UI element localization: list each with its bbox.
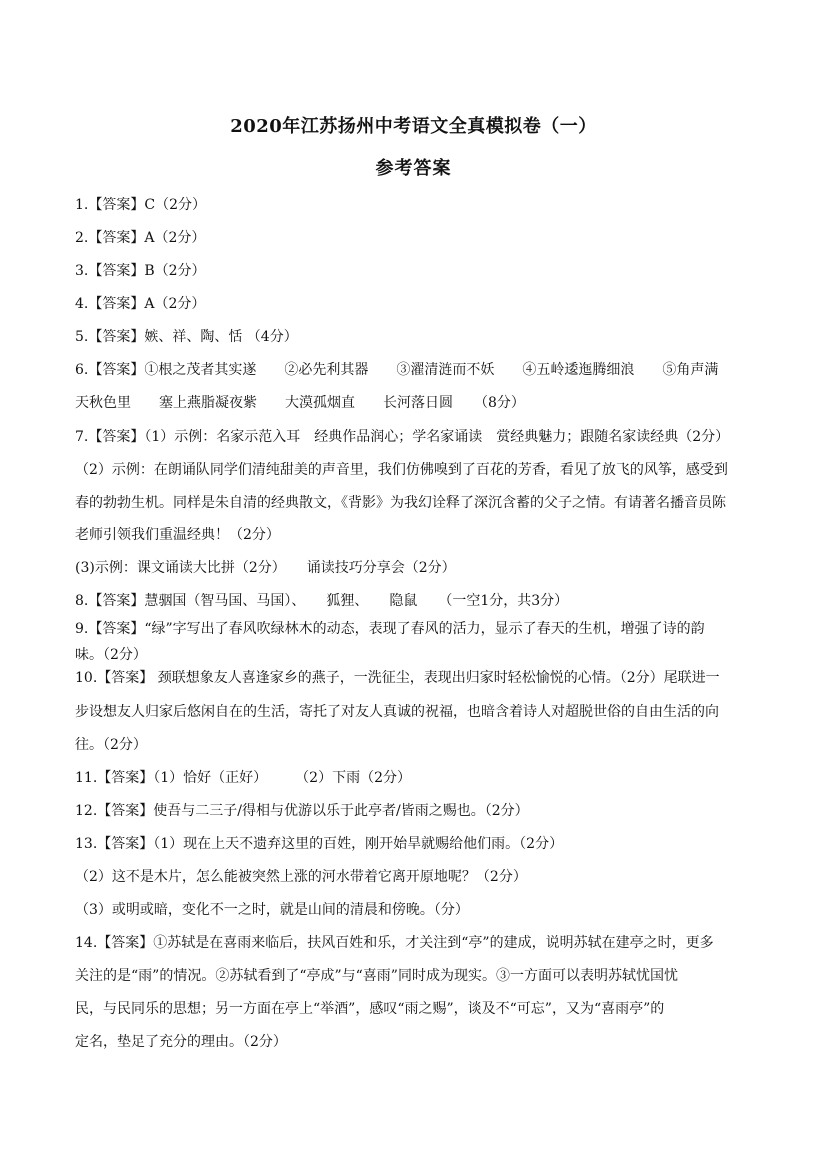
answer-line: 12.【答案】使吾与二三子/得相与优游以乐于此亭者/皆雨之赐也。（2分） <box>75 803 529 819</box>
answer-line: 关注的是“雨”的情况。②苏轼看到了“亭成”与“喜雨”同时成为现实。③一方面可以表明苏轼忧国忧 <box>75 968 678 984</box>
page-subtitle: 参考答案 <box>375 158 452 179</box>
answer-line: 定名，垫足了充分的理由。（2分） <box>75 1034 287 1050</box>
answer-line: 步设想友人归家后悠闲自在的生活，寄托了对友人真诚的祝福，也暗含着诗人对超脱世俗的自由生活的向 <box>75 704 719 720</box>
page-title: 2020年江苏扬州中考语文全真模拟卷（一） <box>230 116 597 137</box>
answer-line: （2）示例：在朗诵队同学们清纯甜美的声音里，我们仿佛嗅到了百花的芳香，看见了放飞的风筝，感受到 <box>75 462 728 478</box>
answer-line: 9.【答案】“绿”字写出了春风吹绿林木的动态，表现了春风的活力，显示了春天的生机，增强了诗的韵 <box>75 621 705 637</box>
answer-line: 11.【答案】（1）恰好（正好） （2）下雨（2分） <box>75 770 411 786</box>
answer-line: 春的勃勃生机。同样是朱自清的经典散文，《背影》为我幻诠释了深沉含蓄的父子之情。有请著名播音员陈 <box>75 495 726 511</box>
answer-line: 4.【答案】A（2分） <box>75 296 206 312</box>
answer-line: 6.【答案】①根之茂者其实遂 ②必先利其器 ③濯清涟而不妖 ④五岭逶迤腾细浪 ⑤角声满 <box>75 362 719 378</box>
answer-line: （2）这不是木片，怎么能被突然上涨的河水带着它离开原地呢？（2分） <box>75 869 527 885</box>
answer-line: 8.【答案】慧骃国（智马国、马国）、 狐狸、 隐鼠 （一空1分，共3分） <box>75 593 569 609</box>
answer-line: 7.【答案】（1）示例：名家示范入耳 经典作品润心；学名家诵读 赏经典魅力；跟随名家读经典（2分） <box>75 429 730 445</box>
answer-line: 3.【答案】B（2分） <box>75 263 206 279</box>
answer-line: 5.【答案】嫉、祥、陶、恬 （4分） <box>75 329 298 345</box>
answer-line: 往。（2分） <box>75 737 147 753</box>
answer-line: 味。（2分） <box>75 647 147 663</box>
answer-line: 1.【答案】C（2分） <box>75 197 206 213</box>
answer-line: 13.【答案】（1）现在上天不遗弃这里的百姓，刚开始旱就赐给他们雨。（2分） <box>75 836 564 852</box>
answer-line: （3）或明或暗，变化不一之时，就是山间的清晨和傍晚。（分） <box>75 902 469 918</box>
answer-line: 老师引领我们重温经典！（2分） <box>75 527 280 543</box>
answer-line: 2.【答案】A（2分） <box>75 230 206 246</box>
answer-line: 10.【答案】 颈联想象友人喜逢家乡的燕子，一洗征尘，表现出归家时轻松愉悦的心情。（2分）尾联进一 <box>75 670 720 686</box>
answer-line: 14.【答案】①苏轼是在喜雨来临后，扶风百姓和乐，才关注到“亭”的建成，说明苏轼在建亭之时，更多 <box>75 935 714 951</box>
answer-line: (3)示例：课文诵读大比拼（2分） 诵读技巧分享会（2分） <box>75 560 456 576</box>
answer-line: 民，与民同乐的思想；另一方面在亭上“举酒”，感叹“雨之赐”，谈及不“可忘”，又为“喜雨亭”的 <box>75 1001 665 1017</box>
answer-line: 天秋色里 塞上燕脂凝夜紫 大漠孤烟直 长河落日圆 （8分） <box>75 395 525 411</box>
